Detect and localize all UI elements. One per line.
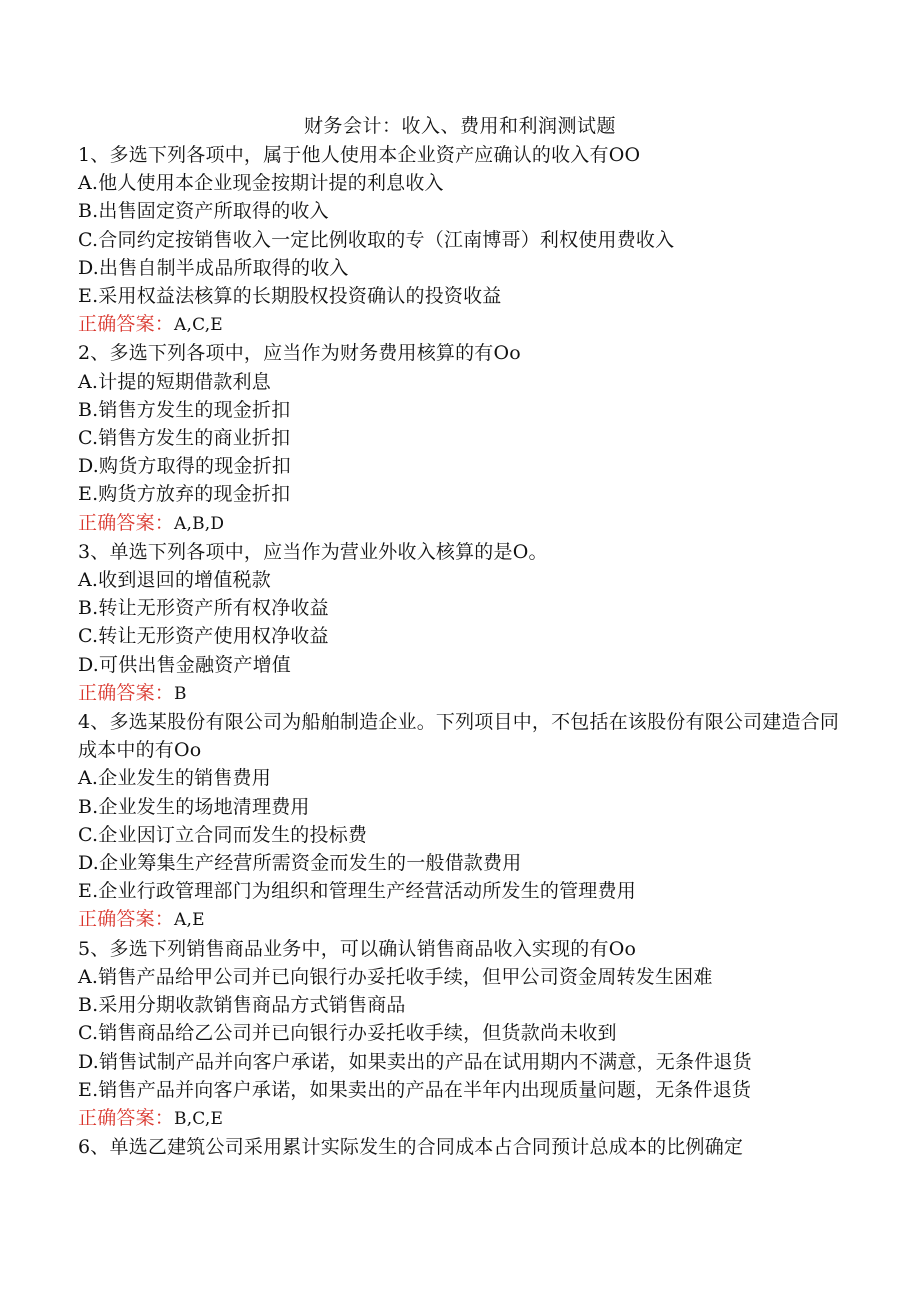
question-stem: 1、多选下列各项中，属于他人使用本企业资产应确认的收入有OO — [78, 144, 641, 166]
option-a: A.企业发生的销售费用 — [78, 767, 271, 790]
option-c: C.转让无形资产使用权净收益 — [78, 625, 329, 648]
option-e: E.企业行政管理部门为组织和管理生产经营活动所发生的管理费用 — [78, 880, 636, 903]
option-b: B.销售方发生的现金折扣 — [78, 398, 291, 421]
option-c: C.合同约定按销售收入一定比例收取的专（江南博哥）利权使用费收入 — [78, 228, 675, 251]
option-b: B.企业发生的场地清理费用 — [78, 795, 310, 818]
option-a: A.计提的短期借款利息 — [78, 370, 271, 393]
correct-answer — [78, 1104, 848, 1133]
option-d: D.可供出售金融资产增值 — [78, 653, 291, 676]
answer-value: A,C,E — [174, 315, 223, 336]
option-c: C.销售商品给乙公司并已向银行办妥托收手续，但货款尚未收到 — [78, 1022, 617, 1045]
answer-label: 正确答案： — [78, 681, 175, 704]
question-stem: 3、单选下列各项中，应当作为营业外收入核算的是O。 — [78, 540, 548, 563]
option-a: A.收到退回的增值税款 — [78, 569, 271, 592]
option-d: D.购货方取得的现金折扣 — [78, 455, 291, 478]
question-stem: 2、多选下列各项中，应当作为财务费用核算的有Oo — [78, 342, 521, 365]
option-e: E.购货方放弃的现金折扣 — [78, 483, 291, 506]
option-e: E.采用权益法核算的长期股权投资确认的投资收益 — [78, 285, 502, 308]
option-d: D.企业筹集生产经营所需资金而发生的一般借款费用 — [78, 852, 522, 875]
question-1 — [78, 141, 848, 339]
answer-value: B,C,E — [174, 1108, 224, 1129]
question-4 — [78, 708, 848, 935]
question-stem: 6、单选乙建筑公司采用累计实际发生的合同成本占合同预计总成本的比例确定 — [78, 1136, 744, 1159]
option-c: C.企业因订立合同而发生的投标费 — [78, 823, 368, 846]
page-title: 财务会计：收入、费用和利润测试题 — [303, 115, 616, 137]
option-e: E.销售产品并向客户承诺，如果卖出的产品在半年内出现质量问题，无条件退货 — [78, 1078, 752, 1101]
question-2 — [78, 339, 848, 537]
correct-answer — [78, 310, 848, 339]
option-d: D.销售试制产品并向客户承诺，如果卖出的产品在试用期内不满意，无条件退货 — [78, 1050, 752, 1073]
option-b: B.转让无形资产所有权净收益 — [78, 597, 329, 620]
question-stem: 5、多选下列销售商品业务中，可以确认销售商品收入实现的有Oo — [78, 937, 637, 960]
correct-answer — [78, 679, 848, 708]
answer-value: A,B,D — [174, 513, 225, 534]
correct-answer — [78, 905, 848, 934]
answer-label: 正确答案： — [78, 1106, 175, 1129]
option-a: A.他人使用本企业现金按期计提的利息收入 — [78, 172, 444, 195]
question-list — [78, 141, 848, 1161]
option-d: D.出售自制半成品所取得的收入 — [78, 256, 349, 279]
option-b: B.出售固定资产所取得的收入 — [78, 200, 329, 223]
answer-label: 正确答案： — [78, 313, 175, 336]
question-6 — [78, 1133, 848, 1161]
option-b: B.采用分期收款销售商品方式销售商品 — [78, 994, 406, 1017]
correct-answer — [78, 509, 848, 538]
answer-value: B — [174, 683, 187, 704]
question-5 — [78, 935, 848, 1133]
question-stem: 4、多选某股份有限公司为船舶制造企业。下列项目中，不包括在该股份有限公司建造合同成本中的有Oo — [78, 711, 840, 762]
answer-label: 正确答案： — [78, 511, 175, 534]
answer-label: 正确答案： — [78, 908, 175, 931]
option-a: A.销售产品给甲公司并已向银行办妥托收手续，但甲公司资金周转发生困难 — [78, 965, 713, 988]
question-3 — [78, 538, 848, 708]
option-c: C.销售方发生的商业折扣 — [78, 427, 291, 450]
answer-value: A,E — [174, 910, 205, 931]
